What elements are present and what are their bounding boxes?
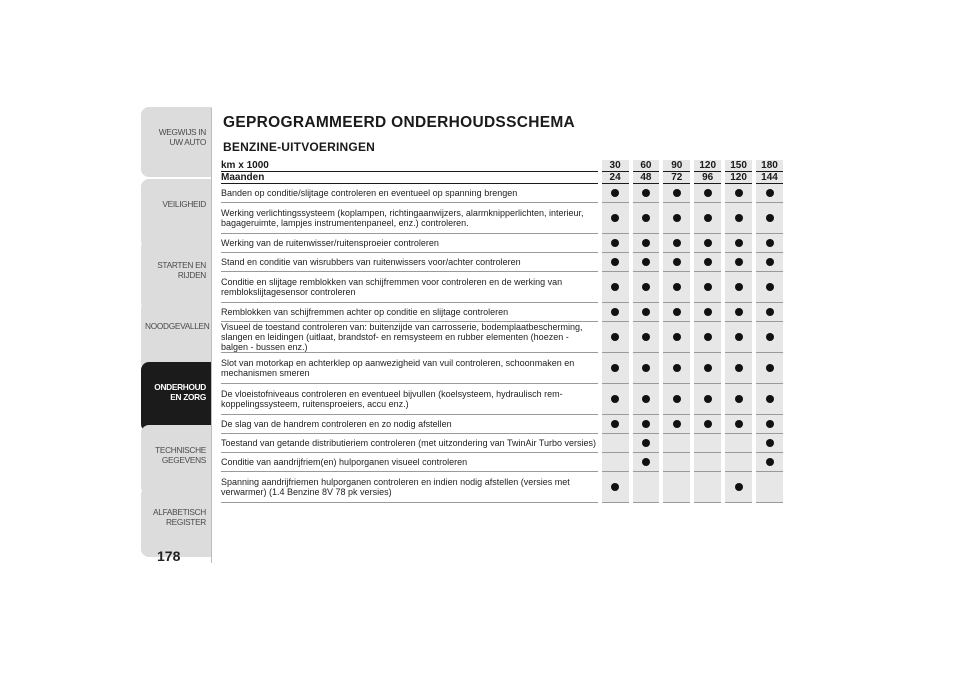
- check-dot-icon: [611, 483, 619, 491]
- interval-cell: [754, 472, 783, 503]
- check-dot-icon: [735, 214, 743, 222]
- interval-cell: [723, 453, 754, 472]
- check-dot-icon: [611, 283, 619, 291]
- months-label: Maanden: [221, 172, 600, 184]
- check-dot-icon: [735, 333, 743, 341]
- interval-cell: [631, 272, 662, 303]
- check-dot-icon: [642, 308, 650, 316]
- chapter-tab[interactable]: STARTEN EN RIJDEN: [141, 240, 212, 310]
- interval-cell: [631, 234, 662, 253]
- check-dot-icon: [642, 239, 650, 247]
- interval-cell: [723, 234, 754, 253]
- check-dot-icon: [735, 283, 743, 291]
- check-dot-icon: [611, 239, 619, 247]
- interval-cell: [723, 253, 754, 272]
- check-dot-icon: [611, 308, 619, 316]
- interval-cell: [631, 253, 662, 272]
- km-value: 30: [600, 160, 631, 172]
- interval-cell: [661, 184, 692, 203]
- check-dot-icon: [735, 483, 743, 491]
- interval-cell: [723, 415, 754, 434]
- interval-cell: [754, 184, 783, 203]
- check-dot-icon: [611, 214, 619, 222]
- schedule-row: [221, 253, 783, 272]
- interval-cell: [754, 453, 783, 472]
- km-value: 180: [754, 160, 783, 172]
- interval-cell: [692, 453, 723, 472]
- check-dot-icon: [642, 214, 650, 222]
- months-value: 72: [661, 172, 692, 184]
- interval-cell: [692, 322, 723, 353]
- check-dot-icon: [611, 420, 619, 428]
- interval-cell: [631, 453, 662, 472]
- check-dot-icon: [673, 258, 681, 266]
- months-value: 144: [754, 172, 783, 184]
- schedule-row: [221, 234, 783, 253]
- schedule-row: [221, 453, 783, 472]
- interval-cell: [661, 203, 692, 234]
- months-value: 48: [631, 172, 662, 184]
- check-dot-icon: [642, 283, 650, 291]
- check-dot-icon: [766, 395, 774, 403]
- interval-cell: [723, 303, 754, 322]
- interval-cell: [661, 415, 692, 434]
- interval-cell: [661, 272, 692, 303]
- interval-cell: [754, 272, 783, 303]
- check-dot-icon: [673, 420, 681, 428]
- schedule-row: [221, 272, 783, 303]
- schedule-row: [221, 472, 783, 503]
- check-dot-icon: [673, 189, 681, 197]
- interval-cell: [600, 322, 631, 353]
- km-label: km x 1000: [221, 160, 600, 172]
- check-dot-icon: [673, 239, 681, 247]
- chapter-tab[interactable]: ONDERHOUD EN ZORG: [141, 362, 212, 432]
- chapter-tab[interactable]: NOODGEVALLEN: [141, 301, 212, 371]
- maintenance-schedule-table: [221, 160, 783, 503]
- check-dot-icon: [766, 214, 774, 222]
- check-dot-icon: [735, 308, 743, 316]
- schedule-row: [221, 434, 783, 453]
- interval-cell: [723, 322, 754, 353]
- task-description: Conditie en slijtage remblokken van schijfremmen voor controleren en de werking van remblokslijtagesensor controleren: [221, 272, 600, 303]
- check-dot-icon: [611, 258, 619, 266]
- check-dot-icon: [611, 189, 619, 197]
- check-dot-icon: [642, 364, 650, 372]
- schedule-row: [221, 203, 783, 234]
- task-description: Toestand van getande distributieriem controleren (met uitzondering van TwinAir Turbo versies): [221, 434, 600, 453]
- check-dot-icon: [704, 258, 712, 266]
- section-subtitle: BENZINE-UITVOERINGEN: [223, 140, 376, 154]
- interval-cell: [692, 253, 723, 272]
- interval-cell: [692, 303, 723, 322]
- interval-cell: [723, 384, 754, 415]
- interval-cell: [723, 472, 754, 503]
- interval-cell: [692, 353, 723, 384]
- interval-cell: [754, 253, 783, 272]
- schedule-row: [221, 353, 783, 384]
- km-value: 120: [692, 160, 723, 172]
- interval-cell: [692, 234, 723, 253]
- interval-cell: [600, 303, 631, 322]
- interval-cell: [661, 434, 692, 453]
- interval-cell: [600, 434, 631, 453]
- interval-cell: [631, 353, 662, 384]
- check-dot-icon: [766, 364, 774, 372]
- check-dot-icon: [766, 333, 774, 341]
- months-value: 24: [600, 172, 631, 184]
- check-dot-icon: [642, 420, 650, 428]
- interval-cell: [661, 453, 692, 472]
- interval-cell: [723, 353, 754, 384]
- km-value: 60: [631, 160, 662, 172]
- interval-cell: [692, 384, 723, 415]
- chapter-tab[interactable]: WEGWIJS IN UW AUTO: [141, 107, 212, 177]
- check-dot-icon: [766, 239, 774, 247]
- interval-cell: [692, 203, 723, 234]
- check-dot-icon: [704, 308, 712, 316]
- interval-cell: [661, 384, 692, 415]
- check-dot-icon: [704, 420, 712, 428]
- schedule-row: [221, 322, 783, 353]
- check-dot-icon: [673, 364, 681, 372]
- check-dot-icon: [766, 189, 774, 197]
- chapter-tab[interactable]: ALFABETISCH REGISTER: [141, 487, 212, 557]
- interval-cell: [754, 415, 783, 434]
- check-dot-icon: [735, 364, 743, 372]
- schedule-row: [221, 384, 783, 415]
- interval-cell: [754, 303, 783, 322]
- check-dot-icon: [642, 458, 650, 466]
- interval-cell: [723, 272, 754, 303]
- interval-cell: [600, 234, 631, 253]
- check-dot-icon: [642, 189, 650, 197]
- interval-cell: [631, 384, 662, 415]
- check-dot-icon: [673, 308, 681, 316]
- check-dot-icon: [704, 283, 712, 291]
- interval-cell: [631, 203, 662, 234]
- interval-cell: [661, 303, 692, 322]
- task-description: De slag van de handrem controleren en zo nodig afstellen: [221, 415, 600, 434]
- header-row-months: [221, 172, 783, 184]
- check-dot-icon: [766, 283, 774, 291]
- interval-cell: [600, 203, 631, 234]
- task-description: Conditie van aandrijfriem(en) hulporganen visueel controleren: [221, 453, 600, 472]
- interval-cell: [692, 415, 723, 434]
- km-value: 90: [661, 160, 692, 172]
- interval-cell: [723, 434, 754, 453]
- check-dot-icon: [611, 333, 619, 341]
- task-description: Remblokken van schijfremmen achter op conditie en slijtage controleren: [221, 303, 600, 322]
- check-dot-icon: [642, 395, 650, 403]
- interval-cell: [661, 322, 692, 353]
- months-value: 96: [692, 172, 723, 184]
- check-dot-icon: [704, 189, 712, 197]
- schedule-row: [221, 415, 783, 434]
- task-description: Slot van motorkap en achterklep op aanwezigheid van vuil controleren, schoonmaken en mechanismen smeren: [221, 353, 600, 384]
- check-dot-icon: [642, 258, 650, 266]
- check-dot-icon: [642, 439, 650, 447]
- check-dot-icon: [704, 239, 712, 247]
- months-value: 120: [723, 172, 754, 184]
- km-value: 150: [723, 160, 754, 172]
- interval-cell: [754, 203, 783, 234]
- interval-cell: [600, 472, 631, 503]
- interval-cell: [600, 384, 631, 415]
- task-description: Werking van de ruitenwisser/ruitensproeier controleren: [221, 234, 600, 253]
- interval-cell: [631, 434, 662, 453]
- check-dot-icon: [673, 333, 681, 341]
- check-dot-icon: [704, 364, 712, 372]
- task-description: Banden op conditie/slijtage controleren en eventueel op spanning brengen: [221, 184, 600, 203]
- interval-cell: [631, 322, 662, 353]
- interval-cell: [754, 434, 783, 453]
- check-dot-icon: [735, 189, 743, 197]
- check-dot-icon: [704, 395, 712, 403]
- interval-cell: [631, 184, 662, 203]
- schedule-row: [221, 184, 783, 203]
- interval-cell: [600, 453, 631, 472]
- interval-cell: [754, 234, 783, 253]
- interval-cell: [600, 272, 631, 303]
- check-dot-icon: [766, 420, 774, 428]
- interval-cell: [754, 384, 783, 415]
- interval-cell: [600, 353, 631, 384]
- check-dot-icon: [735, 239, 743, 247]
- task-description: Visueel de toestand controleren van: buitenzijde van carrosserie, bodemplaatbescherming, slangen en leidingen (uitlaat, brandstof- en remsysteem en rubber elementen (hoezen - balgen - bussen enz.): [221, 322, 600, 353]
- interval-cell: [631, 415, 662, 434]
- check-dot-icon: [704, 333, 712, 341]
- interval-cell: [600, 184, 631, 203]
- interval-cell: [661, 234, 692, 253]
- check-dot-icon: [766, 439, 774, 447]
- page-title: GEPROGRAMMEERD ONDERHOUDSSCHEMA: [223, 114, 576, 131]
- check-dot-icon: [735, 395, 743, 403]
- check-dot-icon: [673, 214, 681, 222]
- interval-cell: [631, 472, 662, 503]
- task-description: Spanning aandrijfriemen hulporganen controleren en indien nodig afstellen (versies met verwarmer) (1.4 Benzine 8V 78 pk versies): [221, 472, 600, 503]
- header-row-km: [221, 160, 783, 172]
- interval-cell: [692, 272, 723, 303]
- check-dot-icon: [673, 283, 681, 291]
- task-description: Werking verlichtingssysteem (koplampen, richtingaanwijzers, alarmknipperlichten, interieur, bagageruimte, lampjes instrumentenpaneel, enz.) controleren.: [221, 203, 600, 234]
- check-dot-icon: [642, 333, 650, 341]
- check-dot-icon: [611, 395, 619, 403]
- interval-cell: [661, 472, 692, 503]
- interval-cell: [600, 253, 631, 272]
- chapter-tab[interactable]: TECHNISCHE GEGEVENS: [141, 425, 212, 495]
- chapter-tab[interactable]: VEILIGHEID: [141, 179, 212, 249]
- interval-cell: [754, 322, 783, 353]
- task-description: De vloeistofniveaus controleren en eventueel bijvullen (koelsysteem, hydraulisch rem-koppelingssysteem, ruitensproeiers, accu enz.): [221, 384, 600, 415]
- interval-cell: [661, 353, 692, 384]
- interval-cell: [661, 253, 692, 272]
- interval-cell: [692, 434, 723, 453]
- page-number: 178: [157, 548, 181, 564]
- interval-cell: [723, 203, 754, 234]
- interval-cell: [600, 415, 631, 434]
- check-dot-icon: [766, 258, 774, 266]
- check-dot-icon: [766, 308, 774, 316]
- interval-cell: [631, 303, 662, 322]
- check-dot-icon: [673, 395, 681, 403]
- check-dot-icon: [704, 214, 712, 222]
- interval-cell: [692, 184, 723, 203]
- schedule-row: [221, 303, 783, 322]
- interval-cell: [692, 472, 723, 503]
- page-divider: [211, 108, 212, 563]
- interval-cell: [723, 184, 754, 203]
- check-dot-icon: [611, 364, 619, 372]
- check-dot-icon: [735, 258, 743, 266]
- task-description: Stand en conditie van wisrubbers van ruitenwissers voor/achter controleren: [221, 253, 600, 272]
- check-dot-icon: [766, 458, 774, 466]
- interval-cell: [754, 353, 783, 384]
- check-dot-icon: [735, 420, 743, 428]
